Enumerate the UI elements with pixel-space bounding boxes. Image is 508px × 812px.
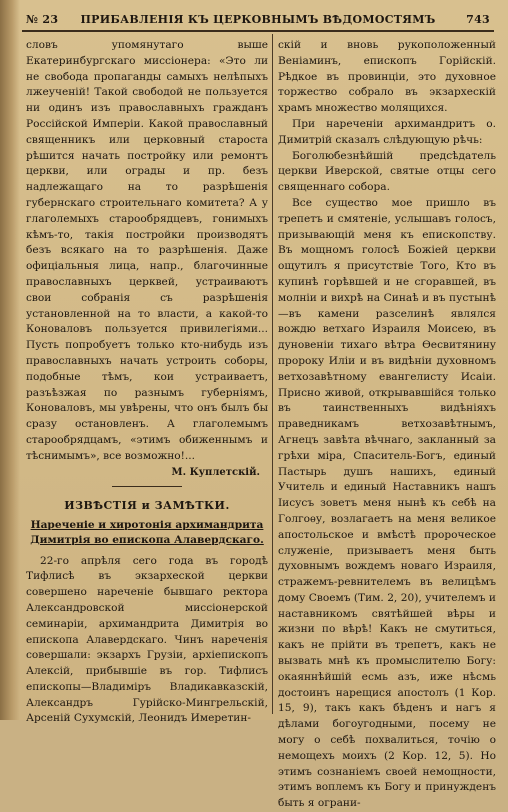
paragraph: При нареченіи архимандритъ о. Димитрій сказалъ слѣдующую рѣчь: — [278, 117, 496, 146]
paragraph: Боголюбезнѣйшій предсѣдатель церкви Иверской, святые отцы сего священнаго собора. — [278, 149, 496, 194]
article-heading: Нареченіе и хиротонія архимандрита Димитрія во епископа Алавердскаго. — [30, 518, 264, 546]
running-header — [22, 8, 494, 32]
issue-number: № 23 — [26, 13, 59, 26]
page-number: 743 — [466, 13, 490, 26]
journal-title: ПРИБАВЛЕНІЯ КЪ ЦЕРКОВНЫМЪ ВѢДОМОСТЯМЪ — [80, 13, 436, 26]
left-column — [26, 38, 268, 727]
section-rule — [112, 486, 182, 487]
right-column — [278, 38, 496, 812]
column-divider — [272, 34, 273, 714]
section-heading: ИЗВѢСТІЯ и ЗАМѢТКИ. — [64, 498, 230, 512]
author-signature: М. Куплетскій. — [171, 466, 260, 478]
speech-paragraph: Все существо мое пришло въ трепетъ и смятеніе, услышавъ голосъ, призывающій меня къ епископству. Въ мощномъ голосѣ Божіей церкви ощутилъ я присутствіе Того, Кто въ купинѣ горѣвшей и не сгоравшей, въ молніи и вихрѣ на Синаѣ и въ пустынѣ—въ камени разселинѣ являлся вождю ветхаго Израиля Моисею, въ дуновеніи тихаго вѣтра Ѳесвитянину пророку Иліи и въ видѣніи духовномъ ветхозавѣтному евангелисту Исаіи. Присно живой, открывавшійся только въ таинственныхъ видѣніяхъ праведникамъ ветхозавѣтнымъ, Агнецъ завѣта вѣчнаго, закланный за грѣхи міра, Спаситель-Богъ, единый Пастырь душъ нашихъ, единый Учитель и единый Наставникъ нашъ Іисусъ зоветъ меня нынѣ къ себѣ на Голгоѳу, возлагаетъ на меня великое апостольское и вмѣстѣ пророческое служеніе, призываетъ меня быть духовнымъ вождемъ новаго Израиля, стражемъ-ревнителемъ въ велицѣмъ дому Своемъ (Тим. 2, 20), учителемъ и наставникомъ святѣйшей вѣры и жизни по вѣрѣ! Какъ не смутиться, какъ не прійти въ трепетъ, какъ не вызвать мнѣ къ промыслителю Богу: окаяннѣйшій есмь азъ, иже нѣсмь достоинъ нарещися апостолъ (1 Кор. 15, 9), такъ какъ бѣденъ и нагъ я дѣлами богоугодными, посему не могу о себѣ похвалиться, точію о немощехъ моихъ (2 Кор. 12, 5). Но этимъ сознаніемъ своей немощности, этимъ воплемъ къ Богу и принужденъ быть я ограни- — [278, 196, 496, 810]
page-edge-shadow — [0, 0, 20, 720]
paragraph: скій и вновь рукоположенный Веніаминъ, епископъ Горійскій. Рѣдкое въ провинціи, это духовное торжество собрало въ экзархескій храмъ множество молящихся. — [278, 39, 496, 115]
article-paragraph: 22-го апрѣля сего года въ городѣ Тифлисѣ въ экзархеской церкви совершено нареченіе бывшаго ректора Александровской миссіонерской семинаріи, архимандрита Димитрія во епископа Алавердскаго. Чинъ нареченія совершали: экзархъ Грузіи, архіепископъ Алексій, прибывшіе въ гор. Тифлисъ епископы—Владиміръ Владикавказскій, Александръ Гурійско-Мингрельскій, Арсеній Сухумскій, Леонидъ Имеретин- — [26, 554, 268, 725]
article-continuation: словъ упомянутаго выше Екатеринбургскаго миссіонера: «Это ли не свобода пропаганды самыхъ нелѣпыхъ лжеученій! Такой свободой не пользуется ни одинъ изъ православныхъ гражданъ Россійской Имперіи. Какой православный священникъ или церковный староста рѣшится начать постройку или ремонтъ церкви, или ограды и пр. безъ надлежащаго на то разрѣшенія губернскаго строительнаго комитета? А у глаголемыхъ старообрядцевъ, гонимыхъ кѣмъ-то, такія постройки производятъ безъ всякаго на то разрѣшенія. Даже офиціальныя лица, напр., благочинные православныхъ церквей, устраиваютъ свои собранія съ разрѣшенія установленной на то власти, а какой-то Коноваловъ пользуется привилегіями... Пусть попробуетъ только кто-нибудь изъ православныхъ начать устроить соборы, подобные тѣмъ, кои устраиваетъ, разъѣзжая по разнымъ губерніямъ, Коноваловъ, мы увѣрены, что онъ былъ бы сразу остановленъ. А глаголемымъ старообрядцамъ, «этимъ обиженнымъ и тѣснимымъ», все возможно!... — [26, 39, 268, 462]
